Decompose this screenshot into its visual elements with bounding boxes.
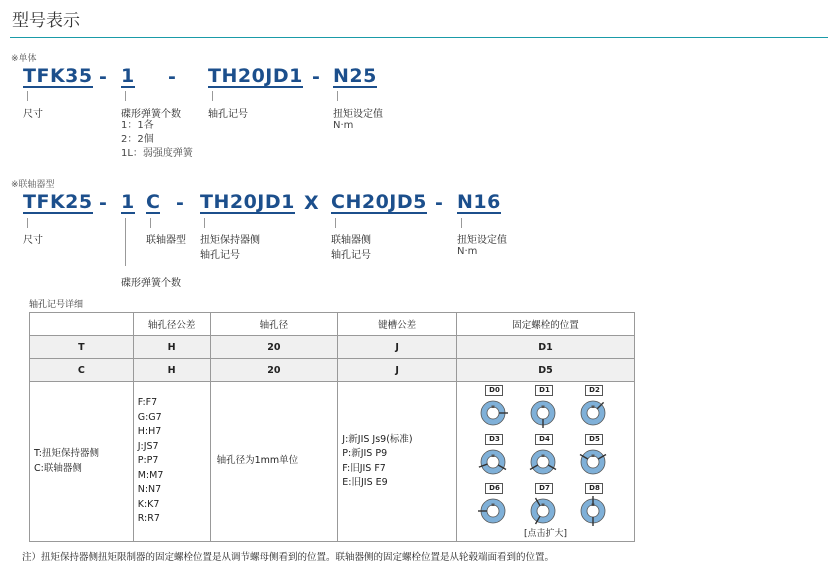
hub-ring-icon bbox=[574, 395, 614, 431]
header-cell: 轴孔径 bbox=[210, 313, 338, 336]
hub-ring-icon bbox=[474, 493, 514, 529]
tolerance-item: G:G7 bbox=[137, 411, 162, 423]
hub-ring-icon bbox=[474, 395, 514, 431]
coupling-coupling-side-label: 联轴器侧 bbox=[331, 235, 371, 246]
coupling-type-connector bbox=[150, 218, 151, 228]
keyway-item: J:新JIS Js9(标准) bbox=[342, 433, 413, 445]
bolt-position-d2[interactable] bbox=[574, 385, 614, 431]
bolt-position-label: D8 bbox=[585, 483, 603, 494]
keyway-item: F:旧JIS F7 bbox=[342, 462, 386, 474]
single-size-code: TFK35 bbox=[23, 65, 93, 87]
bolt-position-d4[interactable] bbox=[524, 434, 564, 480]
bolt-position-label: D6 bbox=[485, 483, 503, 494]
table-row bbox=[30, 336, 635, 359]
single-bore-label: 轴孔记号 bbox=[208, 109, 248, 120]
coupling-torque-unit: N·m bbox=[457, 246, 478, 257]
hub-ring-icon bbox=[524, 395, 564, 431]
header-cell bbox=[30, 313, 134, 336]
coupling-dash-1: - bbox=[99, 192, 107, 214]
table-cell: H bbox=[133, 336, 210, 359]
table-cell: T bbox=[30, 336, 134, 359]
single-size-connector bbox=[27, 91, 28, 101]
table-cell: D5 bbox=[456, 359, 634, 382]
bolt-position-d1[interactable] bbox=[524, 385, 564, 431]
bolt-position-d6[interactable] bbox=[474, 483, 514, 529]
table-cell: D1 bbox=[456, 336, 634, 359]
coupling-size-connector bbox=[27, 218, 28, 228]
keyway-item: P:新JIS P9 bbox=[342, 448, 388, 459]
bolt-position-label: D1 bbox=[535, 385, 553, 396]
hub-ring-icon bbox=[474, 444, 514, 480]
header-cell: 固定螺栓的位置 bbox=[456, 313, 634, 336]
coupling-dash-3: - bbox=[435, 192, 443, 214]
bolt-position-d5[interactable] bbox=[574, 434, 614, 480]
single-dash-2: - bbox=[168, 66, 176, 88]
single-spring-option-3: 1L：弱强度弹簧 bbox=[121, 148, 193, 159]
coupling-coupling-bore-connector bbox=[335, 218, 336, 228]
keyway-item: E:旧JIS E9 bbox=[342, 477, 388, 488]
table-cell: 20 bbox=[210, 359, 338, 382]
tolerance-item: P:P7 bbox=[137, 455, 159, 467]
single-bore-connector bbox=[212, 91, 213, 101]
coupling-torque-code: N16 bbox=[457, 191, 501, 213]
bolt-position-label: D5 bbox=[585, 434, 603, 445]
coupling-torque-label: 扭矩设定值 bbox=[457, 235, 507, 246]
bolt-position-label: D2 bbox=[585, 385, 603, 396]
coupling-spring-label: 碟形弹簧个数 bbox=[121, 278, 181, 289]
bolt-position-d8[interactable] bbox=[574, 483, 614, 529]
detail-bore-cell bbox=[210, 382, 338, 542]
table-cell: J bbox=[338, 336, 457, 359]
table-row bbox=[30, 359, 635, 382]
coupling-coupling-side-label-2: 轴孔记号 bbox=[331, 250, 371, 261]
page-title: 型号表示 bbox=[12, 11, 80, 31]
single-torque-label: 扭矩设定值 bbox=[333, 109, 383, 120]
detail-keyway-cell bbox=[338, 382, 457, 542]
tolerance-item: K:K7 bbox=[137, 498, 160, 510]
single-torque-connector bbox=[337, 91, 338, 101]
coupling-type-label: 联轴器型 bbox=[146, 235, 186, 246]
single-torque-unit: N·m bbox=[333, 120, 354, 131]
coupling-torque-bore-connector bbox=[204, 218, 205, 228]
single-spring-option-2: 2：2個 bbox=[121, 134, 154, 145]
coupling-coupling-bore-code: CH20JD5 bbox=[331, 191, 427, 213]
hub-ring-icon bbox=[524, 493, 564, 529]
single-size-label: 尺寸 bbox=[23, 109, 43, 120]
tolerance-item: N:N7 bbox=[137, 484, 162, 496]
single-spring-label: 碟形弹簧个数 bbox=[121, 109, 181, 120]
tolerance-item: F:F7 bbox=[137, 397, 158, 409]
detail-side-t: T:扭矩保持器侧 bbox=[34, 448, 99, 459]
coupling-x-separator: X bbox=[304, 192, 319, 214]
bolt-position-label: D3 bbox=[485, 434, 503, 445]
single-bore-code: TH20JD1 bbox=[208, 65, 303, 87]
single-spring-connector bbox=[125, 91, 126, 101]
coupling-size-label: 尺寸 bbox=[23, 235, 43, 246]
detail-tolerance-cell bbox=[133, 382, 210, 542]
tolerance-item: J:JS7 bbox=[137, 440, 159, 452]
detail-position-cell[interactable] bbox=[456, 382, 634, 542]
single-spring-option-1: 1：1各 bbox=[121, 120, 154, 131]
table-caption: 轴孔记号详细 bbox=[29, 300, 84, 310]
detail-side-cell bbox=[30, 382, 134, 542]
bolt-position-d3[interactable] bbox=[474, 434, 514, 480]
hub-ring-icon bbox=[574, 493, 614, 529]
table-cell: H bbox=[133, 359, 210, 382]
header-cell: 键槽公差 bbox=[338, 313, 457, 336]
bolt-position-label: D0 bbox=[485, 385, 503, 396]
single-section-label: ※单体 bbox=[11, 54, 37, 64]
coupling-torque-bore-code: TH20JD1 bbox=[200, 191, 295, 213]
bore-code-table bbox=[29, 312, 635, 542]
bore-unit-text: 轴孔径为1mm单位 bbox=[216, 455, 299, 467]
single-torque-code: N25 bbox=[333, 65, 377, 87]
table-cell: J bbox=[338, 359, 457, 382]
detail-side-c: C:联轴器侧 bbox=[34, 462, 82, 474]
coupling-torque-side-label-2: 轴孔记号 bbox=[200, 250, 240, 261]
coupling-torque-connector bbox=[461, 218, 462, 228]
coupling-spring-code: 1 bbox=[121, 191, 135, 213]
coupling-torque-side-label: 扭矩保持器侧 bbox=[200, 235, 260, 246]
bolt-position-label: D7 bbox=[535, 483, 553, 494]
bolt-position-d7[interactable] bbox=[524, 483, 564, 529]
hub-ring-icon bbox=[574, 444, 614, 480]
coupling-dash-2: - bbox=[176, 192, 184, 214]
enlarge-link[interactable]: [点击扩大] bbox=[523, 529, 567, 539]
coupling-section-label: ※联轴器型 bbox=[11, 180, 55, 190]
title-divider bbox=[10, 37, 828, 38]
tolerance-item: H:H7 bbox=[137, 426, 162, 438]
table-cell: 20 bbox=[210, 336, 338, 359]
tolerance-item: M:M7 bbox=[137, 469, 164, 481]
table-cell: C bbox=[30, 359, 134, 382]
hub-ring-icon bbox=[524, 444, 564, 480]
single-dash-3: - bbox=[312, 66, 320, 88]
bolt-position-diagram[interactable] bbox=[460, 382, 630, 532]
footnote: 注）扭矩保持器侧扭矩限制器的固定螺栓位置是从调节螺母侧看到的位置。联轴器侧的固定螺栓位置是从轮毂端面看到的位置。 bbox=[22, 552, 555, 563]
bolt-position-label: D4 bbox=[535, 434, 553, 445]
coupling-spring-connector bbox=[125, 218, 126, 266]
coupling-type-code: C bbox=[146, 191, 161, 213]
tolerance-item: R:R7 bbox=[137, 513, 160, 525]
single-dash-1: - bbox=[99, 66, 107, 88]
header-cell: 轴孔径公差 bbox=[133, 313, 210, 336]
single-spring-code: 1 bbox=[121, 65, 135, 87]
table-detail-row bbox=[30, 382, 635, 542]
bolt-position-d0[interactable] bbox=[474, 385, 514, 431]
coupling-size-code: TFK25 bbox=[23, 191, 93, 213]
